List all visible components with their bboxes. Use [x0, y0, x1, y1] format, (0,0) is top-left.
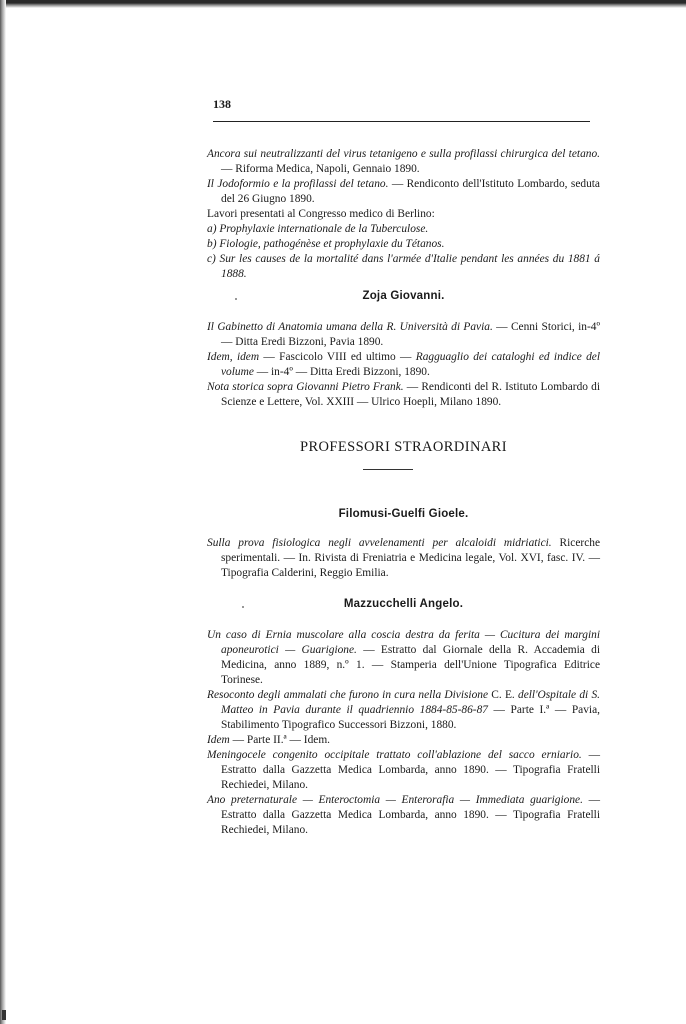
bibliography-entry: Sulla prova fisiologica negli avvelenamenti per alcaloidi midriatici. Ricerche sperimentali. — In. Rivista di Freniatria e Medicina legale, Vol. XVI, fasc. IV. — Tipografia Calderini, Reggio Emilia. — [207, 537, 601, 579]
zoja-entries — [207, 320, 600, 410]
bibliography-entry: Meningocele congenito occipitale trattato coll'ablazione del sacco erniario. — Estratto dalla Gazzetta Medica Lombarda, anno 1890. — Tipografia Fratelli Rechiedei, Milano. — [207, 749, 600, 791]
bibliography-entry: Lavori presentati al Congresso medico di Berlino: — [207, 208, 435, 220]
scan-left-edge — [0, 0, 6, 1024]
section-divider — [363, 469, 413, 470]
author-heading: Zoja Giovanni. — [362, 290, 445, 302]
bibliography-entry: Il Gabinetto di Anatomia umana della R. Università di Pavia. — Cenni Storici, in-4º — Ditta Eredi Bizzoni, Pavia 1890. — [207, 321, 600, 348]
page-number: 138 — [213, 97, 231, 111]
mazzucchelli-entries — [207, 628, 600, 838]
bibliography-entry: Nota storica sopra Giovanni Pietro Frank. — Rendiconti del R. Istituto Lombardo di Scienze e Lettere, Vol. XXIII — Ulrico Hoepli, Milano 1890. — [207, 381, 600, 408]
header-rule — [213, 121, 590, 122]
bibliography-entry: b) Fiologie, pathogénèse et prophylaxie du Tétanos. — [207, 238, 445, 250]
bibliography-entry: Ancora sui neutralizzanti del virus tetanigeno e sulla profilassi chirurgica del tetano. — Riforma Medica, Napoli, Gennaio 1890. — [207, 148, 600, 175]
filomusi-entries — [207, 536, 600, 581]
scan-corner-mark — [2, 1010, 6, 1020]
bibliography-entry: a) Prophylaxie internationale de la Tuberculose. — [207, 223, 429, 235]
bibliography-entry: c) Sur les causes de la mortalité dans l'armée d'Italie pendant les années du 1881 á 1888. — [207, 253, 600, 280]
section-title: PROFESSORI STRAORDINARI — [299, 439, 507, 455]
bibliography-entry: Il Jodoformio e la profilassi del tetano. — Rendiconto dell'Istituto Lombardo, seduta del 26 Giugno 1890. — [207, 178, 600, 205]
continuation-list — [207, 147, 600, 282]
scan-top-edge — [0, 0, 686, 8]
bibliography-entry: Idem, idem — Fascicolo VIII ed ultimo — Ragguaglio dei cataloghi ed indice del volume — in-4º — Ditta Eredi Bizzoni, 1890. — [207, 351, 600, 378]
bibliography-entry: Resoconto degli ammalati che furono in cura nella Divisione C. E. dell'Ospitale di S. Matteo in Pavia durante il quadriennio 1884-85-86-87 — Parte I.ª — Pavia, Stabilimento Tipografico Successori Bizzoni, 1880. — [207, 689, 600, 731]
bibliography-entry: Un caso di Ernia muscolare alla coscia destra da ferita — Cucitura dei margini aponeurotici — Guarigione. — Estratto dal Giornale della R. Accademia di Medicina, anno 1889, n.º 1. — Stamperia dell'Unione Tipografica Editrice Torinese. — [207, 629, 600, 686]
bibliography-entry: Ano preternaturale — Enteroctomia — Enterorafia — Immediata guarigione. — Estratto dalla Gazzetta Medica Lombarda, anno 1890. — Tipografia Fratelli Rechiedei, Milano. — [207, 794, 600, 836]
author-heading: Mazzucchelli Angelo. — [343, 598, 464, 610]
bibliography-entry: Idem — Parte II.ª — Idem. — [207, 734, 331, 746]
author-heading: Filomusi-Guelfi Gioele. — [338, 508, 469, 520]
